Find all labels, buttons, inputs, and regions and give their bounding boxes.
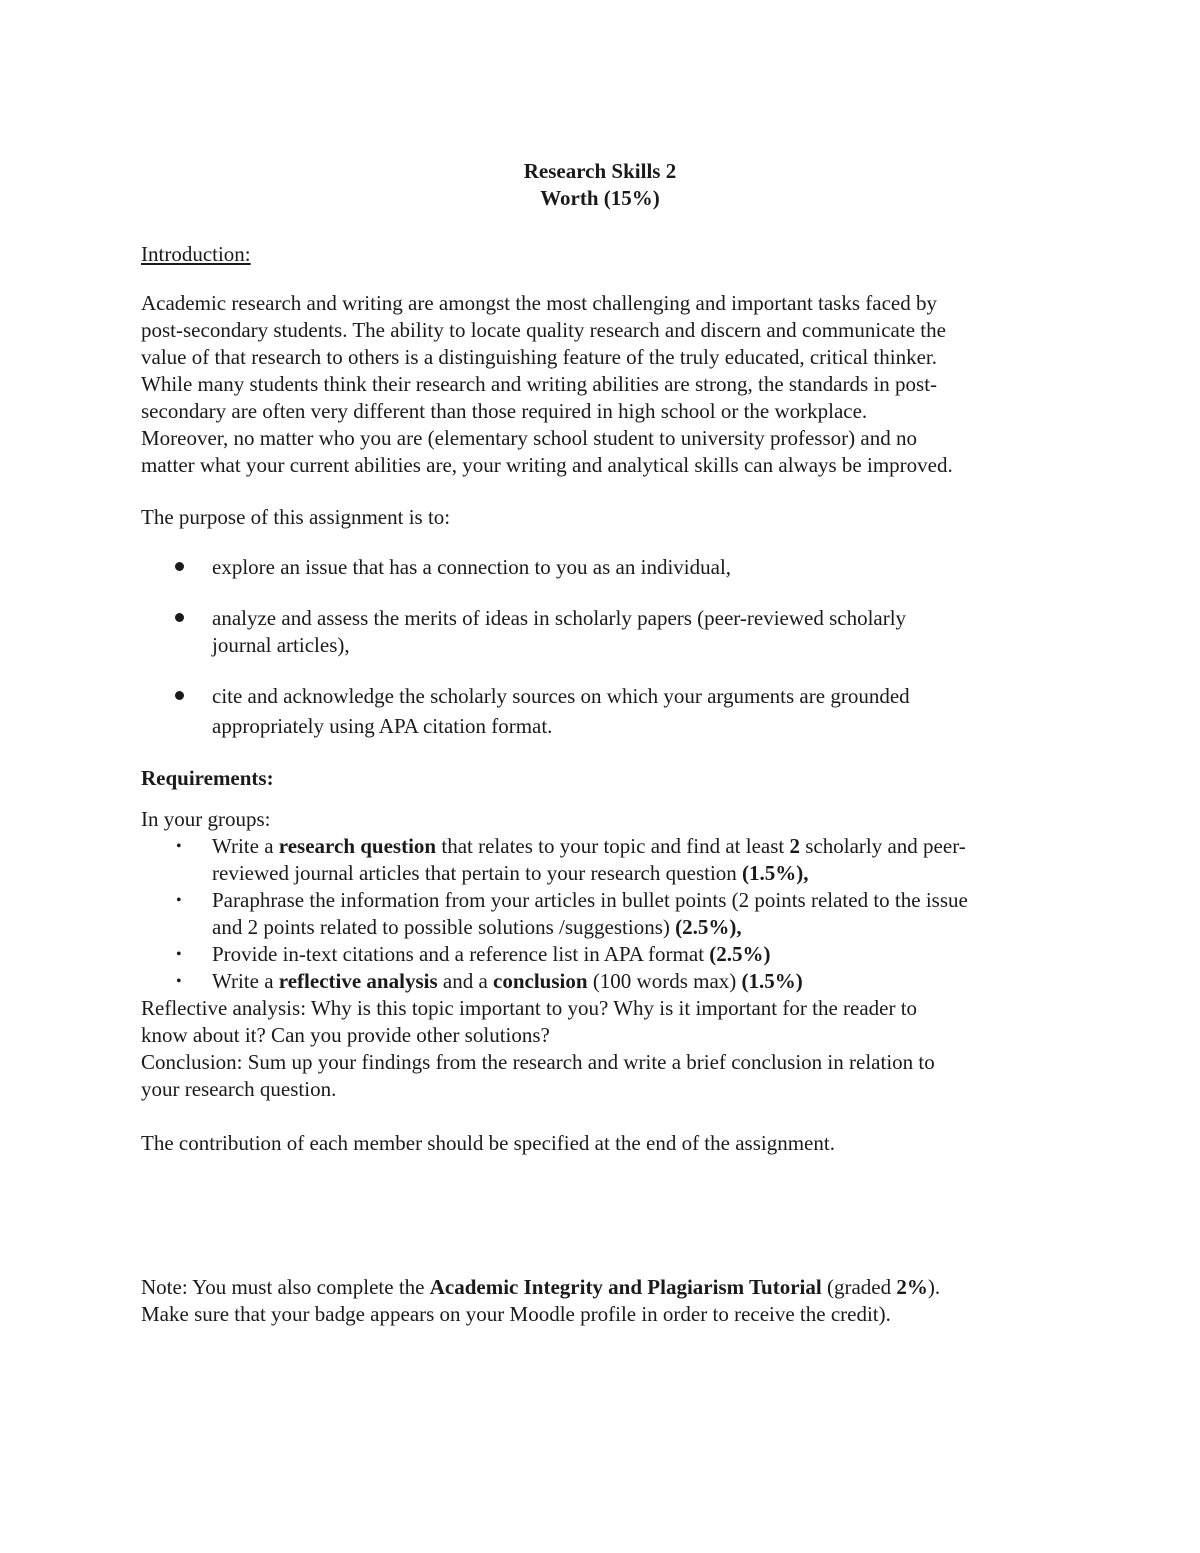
bullet-dot-icon <box>175 562 184 571</box>
requirements-lead: In your groups: <box>141 807 271 831</box>
requirement-item: Write a research question that relates to your topic and find at least 2 scholarly and peer- <box>212 834 966 858</box>
bullet-icon: • <box>176 973 182 990</box>
reflective-analysis-text: Reflective analysis: Why is this topic important to you? Why is it important for the reader to <box>141 996 918 1020</box>
bullet-icon: • <box>176 892 182 909</box>
requirement-item: Paraphrase the information from your articles in bullet points (2 points related to the issue <box>212 888 968 912</box>
paragraph-line: While many students think their research and writing abilities are strong, the standards in post- <box>141 372 938 396</box>
paragraph-line: secondary are often very different than those required in high school or the workplace. <box>141 399 868 423</box>
requirement-item-continued: and 2 points related to possible solutions /suggestions) (2.5%), <box>212 915 742 939</box>
contribution-text: The contribution of each member should be specified at the end of the assignment. <box>141 1131 835 1155</box>
requirement-item-continued: reviewed journal articles that pertain to your research question (1.5%), <box>212 861 809 885</box>
paragraph-line: Academic research and writing are amongst the most challenging and important tasks faced by <box>141 291 937 315</box>
requirement-item: Provide in-text citations and a reference list in APA format (2.5%) <box>212 942 771 966</box>
paragraph-line: value of that research to others is a distinguishing feature of the truly educated, critical thinker. <box>141 345 937 369</box>
note-text: Note: You must also complete the Academic Integrity and Plagiarism Tutorial (graded 2%). <box>141 1275 941 1299</box>
conclusion-text: Conclusion: Sum up your findings from the research and write a brief conclusion in relation to <box>141 1050 935 1074</box>
bullet-dot-icon <box>175 691 184 700</box>
document-title: Research Skills 2 <box>523 159 677 183</box>
purpose-lead: The purpose of this assignment is to: <box>141 505 451 529</box>
bullet-icon: • <box>176 838 182 855</box>
purpose-item: analyze and assess the merits of ideas in scholarly papers (peer-reviewed scholarly <box>212 606 907 630</box>
requirements-heading: Requirements: <box>141 766 274 790</box>
purpose-item-continued: journal articles), <box>212 633 350 657</box>
paragraph-line: matter what your current abilities are, your writing and analytical skills can always be improved. <box>141 453 953 477</box>
bullet-dot-icon <box>175 613 184 622</box>
conclusion-text: your research question. <box>141 1077 337 1101</box>
paragraph-line: Moreover, no matter who you are (elementary school student to university professor) and no <box>141 426 917 450</box>
bullet-icon: • <box>176 946 182 963</box>
paragraph-line: post-secondary students. The ability to locate quality research and discern and communicate the <box>141 318 946 342</box>
document-worth: Worth (15%) <box>540 186 660 210</box>
purpose-item: cite and acknowledge the scholarly sources on which your arguments are grounded <box>212 684 910 708</box>
introduction-heading: Introduction: <box>141 242 251 266</box>
purpose-item: explore an issue that has a connection to you as an individual, <box>212 555 732 579</box>
note-text-continued: Make sure that your badge appears on your Moodle profile in order to receive the credit). <box>141 1302 891 1326</box>
reflective-analysis-text: know about it? Can you provide other solutions? <box>141 1023 550 1047</box>
requirement-item: Write a reflective analysis and a conclusion (100 words max) (1.5%) <box>212 969 803 993</box>
purpose-item-continued: appropriately using APA citation format. <box>212 714 553 738</box>
